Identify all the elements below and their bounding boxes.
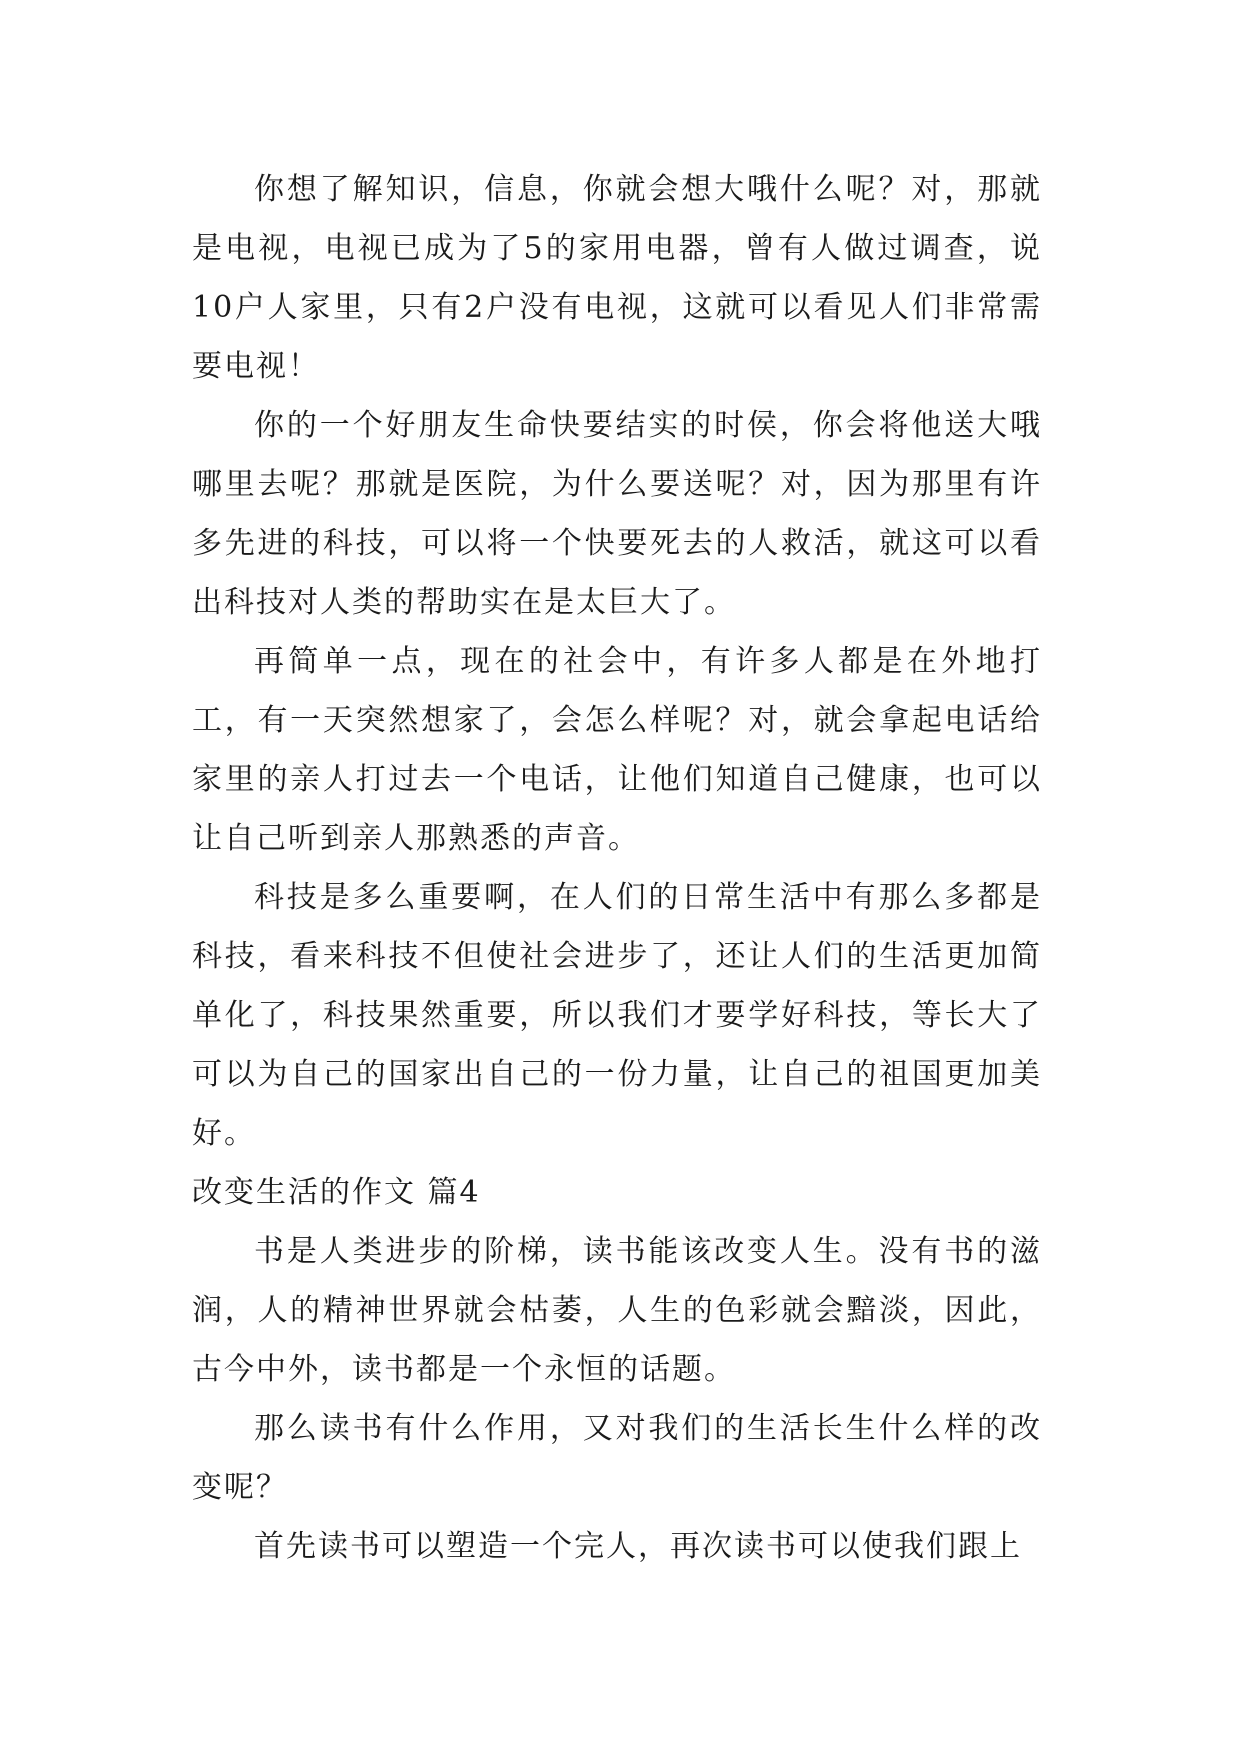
document-body <box>192 160 1042 1576</box>
paragraph: 你的一个好朋友生命快要结实的时侯，你会将他送大哦哪里去呢？那就是医院，为什么要送呢？对，因为那里有许多先进的科技，可以将一个快要死去的人救活，就这可以看出科技对人类的帮助实在是太巨大了。 <box>192 408 1042 620</box>
paragraph: 首先读书可以塑造一个完人，再次读书可以使我们跟上 <box>254 1529 1022 1564</box>
paragraph: 那么读书有什么作用，又对我们的生活长生什么样的改变呢？ <box>192 1411 1042 1505</box>
paragraph: 科技是多么重要啊，在人们的日常生活中有那么多都是科技，看来科技不但使社会进步了，还让人们的生活更加简单化了，科技果然重要，所以我们才要学好科技，等长大了可以为自己的国家出自己的一份力量，让自己的祖国更加美好。 <box>192 880 1042 1151</box>
paragraph: 再简单一点，现在的社会中，有许多人都是在外地打工，有一天突然想家了，会怎么样呢？对，就会拿起电话给家里的亲人打过去一个电话，让他们知道自己健康，也可以让自己听到亲人那熟悉的声音。 <box>192 644 1042 856</box>
paragraph: 你想了解知识，信息，你就会想大哦什么呢？对，那就是电视，电视已成为了5的家用电器，曾有人做过调查，说10户人家里，只有2户没有电视，这就可以看见人们非常需要电视！ <box>192 172 1042 384</box>
paragraph: 书是人类进步的阶梯，读书能该改变人生。没有书的滋润，人的精神世界就会枯萎，人生的色彩就会黯淡，因此，古今中外，读书都是一个永恒的话题。 <box>192 1234 1042 1387</box>
section-heading: 改变生活的作文 篇4 <box>192 1175 481 1210</box>
